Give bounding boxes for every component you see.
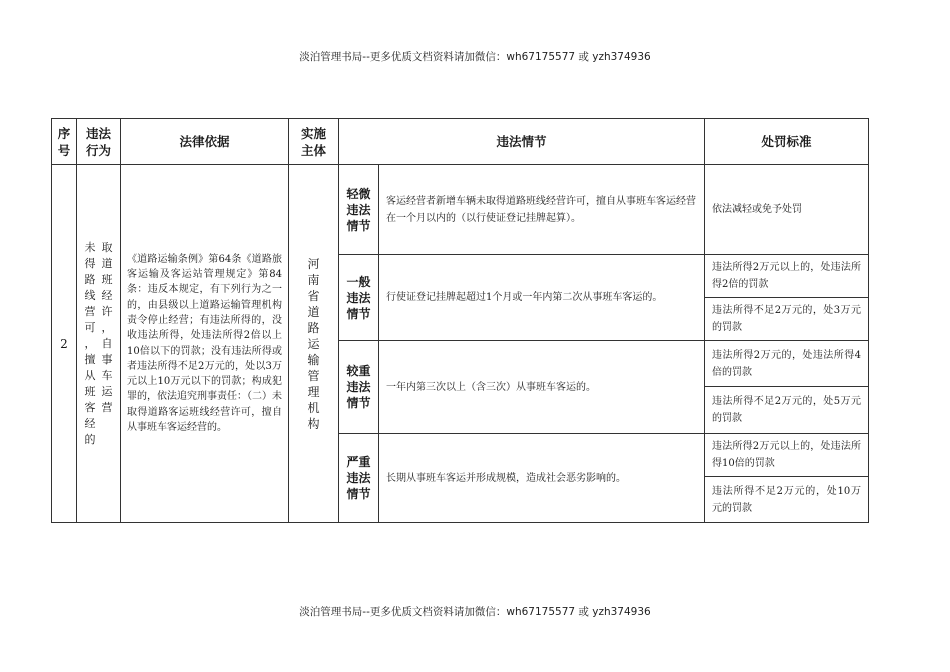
vertical-char: 事 <box>101 352 113 366</box>
level-serious <box>339 341 379 434</box>
vertical-char: 南 <box>307 272 320 287</box>
col-header-seq <box>52 119 77 165</box>
row-seq: 2 <box>52 165 77 523</box>
vertical-char: 省 <box>307 288 320 303</box>
level-general-text: 一般违法情节 <box>346 274 371 321</box>
level-minor <box>339 165 379 255</box>
level-severe <box>339 434 379 523</box>
subject-text <box>289 256 338 432</box>
level-general <box>339 255 379 341</box>
desc-minor: 客运经营者新增车辆未取得道路班线经营许可，擅自从事班车客运经营在一个月以内的（以行使证登记挂牌起算）。 <box>379 165 705 255</box>
penalty-standard-table <box>51 118 869 523</box>
vertical-char: 车 <box>101 368 113 382</box>
row-legal-basis: 《道路运输条例》第64条《道路旅客运输及客运站管理规定》第84条：违反本规定，有下列行为之一的，由县级以上道路运输管理机构责令停止经营；有违法所得的，没收违法所得，处违法所得2倍以上10倍以下的罚款；没有违法所得或者违法所得不足2万元的，处以3万元以上10万元以下的罚款；构成犯罪的，依法追究刑事责任：（二）未取得道路客运班线经营许可，擅自从事班车客运经营的。 <box>121 165 289 523</box>
desc-severe: 长期从事班车客运并形成规模，造成社会恶劣影响的。 <box>379 434 705 523</box>
row-subject <box>289 165 339 523</box>
table-header-row <box>52 119 869 165</box>
penalty-general-2: 违法所得不足2万元的，处3万元的罚款 <box>705 298 869 341</box>
vertical-char: 输 <box>307 352 320 367</box>
vertical-char: 营 <box>84 304 96 318</box>
page-header-text: 淡泊管理书局--更多优质文档资料请加微信：wh67175577 或 yzh374936 <box>299 51 651 63</box>
vertical-char: 路 <box>307 320 320 335</box>
col-header-behavior <box>77 119 121 165</box>
col-header-subject-text: 实施主体 <box>301 125 327 158</box>
vertical-char: 线 <box>84 288 96 302</box>
penalty-minor: 依法减轻或免予处罚 <box>705 165 869 255</box>
vertical-char: 可 <box>84 320 96 334</box>
level-severe-text: 严重违法情节 <box>346 455 371 501</box>
vertical-char: 运 <box>101 384 113 398</box>
col-header-behavior-text: 违法行为 <box>86 125 112 158</box>
vertical-char: 经 <box>101 288 113 302</box>
behavior-col-left <box>85 240 96 448</box>
vertical-char: 得 <box>84 256 96 270</box>
vertical-char: 道 <box>307 304 320 319</box>
vertical-char: ， <box>84 336 96 350</box>
penalty-severe-2: 违法所得不足2万元的，处10万元的罚款 <box>705 477 869 523</box>
vertical-char: 自 <box>101 336 113 350</box>
vertical-char: 班 <box>101 272 113 286</box>
vertical-char: 机 <box>307 400 320 415</box>
desc-general: 行使证登记挂牌起超过1个月或一年内第二次从事班车客运的。 <box>379 255 705 341</box>
vertical-char: 许 <box>101 304 113 318</box>
col-header-penalty: 处罚标准 <box>705 119 869 165</box>
page-footer-text: 淡泊管理书局--更多优质文档资料请加微信：wh67175577 或 yzh374936 <box>299 606 651 618</box>
penalty-severe-1: 违法所得2万元以上的，处违法所得10倍的罚款 <box>705 434 869 477</box>
col-header-circumstance: 违法情节 <box>339 119 705 165</box>
col-header-seq-text: 序号 <box>57 125 71 158</box>
penalty-serious-1: 违法所得2万元的，处违法所得4倍的罚款 <box>705 341 869 387</box>
vertical-char: ， <box>101 320 113 334</box>
penalty-general-1: 违法所得2万元以上的，处违法所得2倍的罚款 <box>705 255 869 298</box>
level-serious-text: 较重违法情节 <box>346 364 371 410</box>
vertical-char: 理 <box>307 384 320 399</box>
level-minor-text: 轻微违法情节 <box>346 186 371 233</box>
vertical-char: 路 <box>84 272 96 286</box>
desc-serious: 一年内第三次以上（含三次）从事班车客运的。 <box>379 341 705 434</box>
vertical-char: 班 <box>84 384 96 398</box>
vertical-char: 未 <box>84 240 96 254</box>
vertical-char: 管 <box>307 368 320 383</box>
vertical-char: 擅 <box>84 352 96 366</box>
vertical-char: 道 <box>101 256 113 270</box>
vertical-char: 河 <box>307 256 320 271</box>
col-header-basis: 法律依据 <box>121 119 289 165</box>
vertical-char: 构 <box>307 416 320 431</box>
vertical-char: 的 <box>84 432 96 446</box>
col-header-subject <box>289 119 339 165</box>
penalty-serious-2: 违法所得不足2万元的，处5万元的罚款 <box>705 387 869 434</box>
behavior-col-right <box>102 240 113 448</box>
table-row <box>52 165 869 255</box>
vertical-char: 运 <box>307 336 320 351</box>
row-behavior <box>77 165 121 523</box>
vertical-char: 从 <box>84 368 96 382</box>
vertical-char: 经 <box>84 416 96 430</box>
vertical-char: 客 <box>84 400 96 414</box>
vertical-char: 取 <box>101 240 113 254</box>
vertical-char: 营 <box>101 400 113 414</box>
